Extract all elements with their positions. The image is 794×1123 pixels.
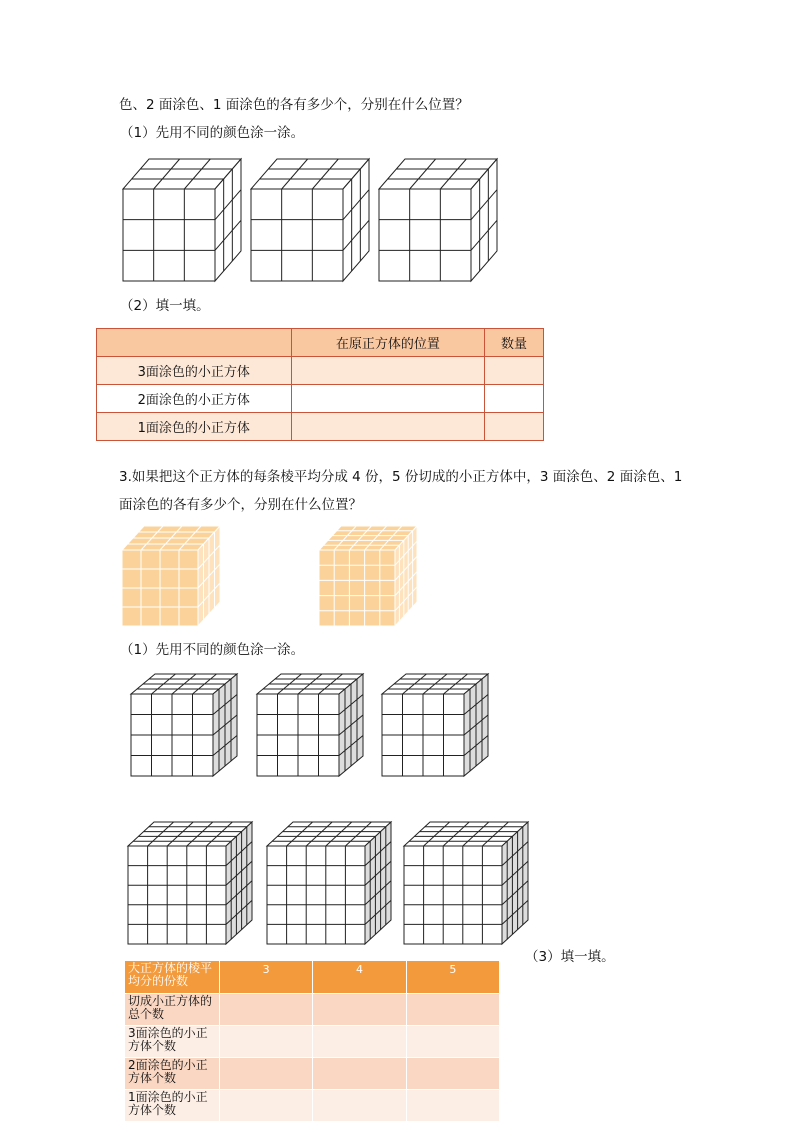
answer-cell[interactable] bbox=[220, 994, 313, 1026]
answer-cell[interactable] bbox=[220, 1026, 313, 1058]
cube-drawing bbox=[404, 822, 528, 944]
table-row bbox=[125, 1026, 500, 1058]
table1-header-count: 数量 bbox=[485, 329, 544, 357]
intro-line: 色、2 面涂色、1 面涂色的各有多少个，分别在什么位置？ bbox=[119, 97, 469, 113]
table2-row-label: 3面涂色的小正方体个数 bbox=[125, 1026, 220, 1058]
table1-header-position: 在原正方体的位置 bbox=[291, 329, 485, 357]
question-3-line2: 面涂色的各有多少个，分别在什么位置？ bbox=[119, 497, 362, 513]
cube-drawing bbox=[267, 822, 391, 944]
answer-cell[interactable] bbox=[313, 994, 406, 1026]
table2-header-value: 4 bbox=[313, 961, 406, 994]
part1b-label: （1）先用不同的颜色涂一涂。 bbox=[120, 642, 305, 658]
answer-cell[interactable] bbox=[406, 1026, 499, 1058]
table2-header-value: 5 bbox=[406, 961, 499, 994]
table2-row-label: 1面涂色的小正方体个数 bbox=[125, 1090, 220, 1122]
answer-cell[interactable] bbox=[313, 1058, 406, 1090]
part1-label: （1）先用不同的颜色涂一涂。 bbox=[120, 125, 305, 141]
table1-row-label: 2面涂色的小正方体 bbox=[97, 385, 292, 413]
answer-cell[interactable] bbox=[313, 1026, 406, 1058]
answer-cell[interactable] bbox=[406, 1090, 499, 1122]
answer-cell[interactable] bbox=[406, 1058, 499, 1090]
table-row bbox=[125, 994, 500, 1026]
table2-header-label: 大正方体的棱平均分的份数 bbox=[125, 961, 220, 994]
answer-cell[interactable] bbox=[220, 1090, 313, 1122]
cube-drawing bbox=[128, 822, 252, 944]
part2-label: （2）填一填。 bbox=[120, 298, 210, 314]
table2-row-label: 切成小正方体的总个数 bbox=[125, 994, 220, 1026]
answer-cell[interactable] bbox=[313, 1090, 406, 1122]
table-row bbox=[125, 1090, 500, 1122]
question-3-line1: 3.如果把这个正方体的每条棱平均分成 4 份，5 份切成的小正方体中，3 面涂色、2 面涂色、1 bbox=[119, 469, 683, 485]
table-row bbox=[125, 1058, 500, 1090]
answer-cell[interactable] bbox=[406, 994, 499, 1026]
table1-row-label: 1面涂色的小正方体 bbox=[97, 413, 292, 441]
table2-row-label: 2面涂色的小正方体个数 bbox=[125, 1058, 220, 1090]
table2-header-value: 3 bbox=[220, 961, 313, 994]
part3-label: （3）填一填。 bbox=[525, 949, 615, 965]
answer-cell[interactable] bbox=[220, 1058, 313, 1090]
table1-row-label: 3面涂色的小正方体 bbox=[97, 357, 292, 385]
table-summary bbox=[124, 960, 500, 1122]
